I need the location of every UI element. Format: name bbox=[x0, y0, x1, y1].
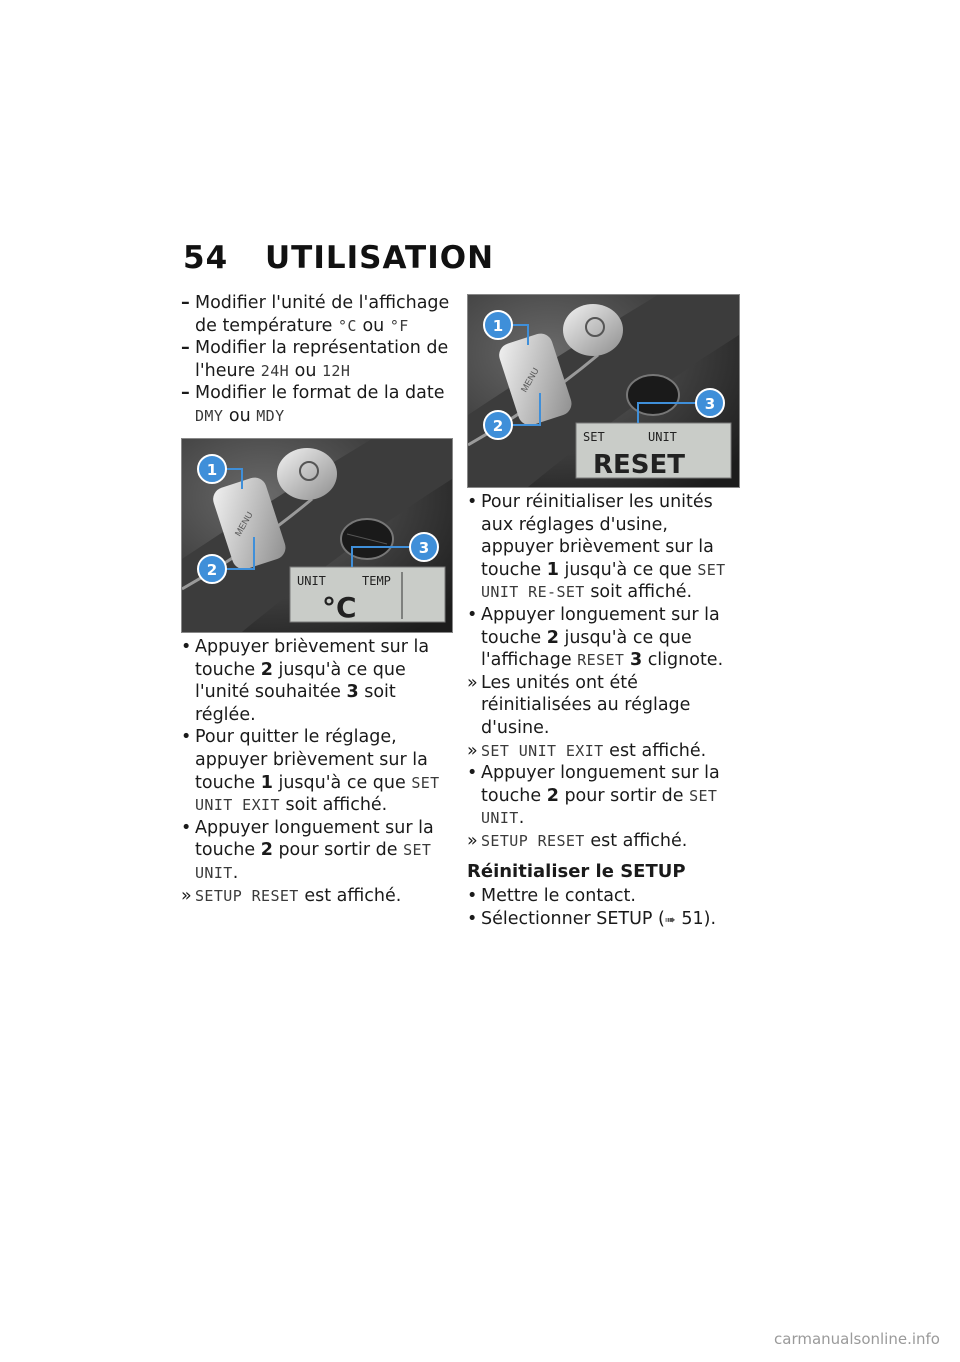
svg-text:2: 2 bbox=[492, 417, 504, 435]
display-label-set: SET bbox=[583, 430, 605, 444]
code-text: DMY bbox=[195, 406, 224, 425]
svg-text:1: 1 bbox=[206, 461, 218, 479]
list-item: • Pour quitter le réglage, appuyer brièvement sur la touche 1 jusqu'à ce que SET UNIT EXIT soit affiché. bbox=[181, 727, 440, 816]
display-label-unit: UNIT bbox=[648, 430, 677, 444]
code-text: °F bbox=[389, 316, 409, 335]
display-value: °C bbox=[322, 591, 357, 624]
chapter-title: UTILISATION bbox=[265, 240, 495, 276]
page-reference-arrow-icon: ➠ bbox=[664, 912, 676, 928]
menu-label: MENU bbox=[518, 365, 541, 394]
code-text: RESET bbox=[577, 651, 625, 670]
page-reference-link[interactable]: 51). bbox=[675, 908, 717, 929]
page-number: 54 bbox=[183, 240, 229, 276]
code-text: SET UNIT bbox=[195, 841, 432, 882]
list-item: – Modifier le format de la date DMY ou MDY bbox=[181, 383, 445, 426]
figure-unit-temp bbox=[181, 438, 453, 633]
section-title: Réinitialiser le SETUP bbox=[467, 860, 686, 882]
list-item: • Appuyer brièvement sur la touche 2 jusqu'à ce que l'unité souhaitée 3 soit réglée. bbox=[181, 637, 430, 725]
list-item: • Appuyer longuement sur la touche 2 pour sortir de SET UNIT. bbox=[467, 763, 720, 829]
figure-illustration bbox=[182, 439, 452, 632]
svg-text:1: 1 bbox=[492, 317, 504, 335]
svg-text:3: 3 bbox=[418, 539, 430, 557]
list-item: • Mettre le contact. bbox=[467, 886, 636, 907]
code-text: SET UNIT bbox=[481, 786, 718, 828]
svg-text:2: 2 bbox=[206, 561, 218, 579]
watermark: carmanualsonline.info bbox=[774, 1330, 940, 1348]
display-label-unit: UNIT bbox=[297, 574, 326, 588]
svg-text:3: 3 bbox=[704, 395, 716, 413]
display-value: RESET bbox=[593, 450, 686, 480]
code-text: °C bbox=[338, 316, 357, 335]
list-item: • Sélectionner SETUP (➠ 51). bbox=[467, 908, 739, 933]
code-text: SET UNIT EXIT bbox=[481, 741, 604, 760]
list-item: » SET UNIT EXIT est affiché. bbox=[467, 740, 707, 761]
code-text: MDY bbox=[256, 406, 285, 425]
code-text: SETUP RESET bbox=[195, 886, 299, 905]
right-column bbox=[467, 491, 739, 932]
left-steps bbox=[181, 636, 453, 907]
code-text: 24H bbox=[260, 361, 290, 380]
page-heading bbox=[183, 240, 494, 276]
display-label-temp: TEMP bbox=[362, 574, 391, 588]
left-column bbox=[181, 292, 453, 428]
list-item: » SETUP RESET est affiché. bbox=[181, 885, 402, 906]
list-item: • Appuyer longuement sur la touche 2 jusqu'à ce que l'affichage RESET 3 clignote. bbox=[467, 604, 724, 671]
list-item: – Modifier l'unité de l'affichage de température °C ou °F bbox=[181, 293, 450, 336]
figure-illustration bbox=[468, 295, 739, 487]
code-text: SET UNIT RE-SET bbox=[481, 560, 726, 602]
figure-set-unit-reset bbox=[467, 294, 740, 488]
code-text: 12H bbox=[322, 361, 351, 380]
list-item: » Les unités ont été réinitialisées au réglage d'usine. bbox=[467, 672, 691, 738]
list-item: • Pour réinitialiser les unités aux réglages d'usine, appuyer brièvement sur la touche 1 jusqu'à ce que SET UNIT RE-SET soit affiché. bbox=[467, 492, 726, 603]
list-item: • Appuyer longuement sur la touche 2 pour sortir de SET UNIT. bbox=[181, 817, 434, 883]
list-item: » SETUP RESET est affiché. bbox=[467, 830, 688, 851]
code-text: SET UNIT EXIT bbox=[195, 773, 440, 815]
code-text: SETUP RESET bbox=[481, 831, 585, 850]
list-item: – Modifier la représentation de l'heure 24H ou 12H bbox=[181, 338, 449, 381]
menu-label: MENU bbox=[232, 509, 255, 538]
